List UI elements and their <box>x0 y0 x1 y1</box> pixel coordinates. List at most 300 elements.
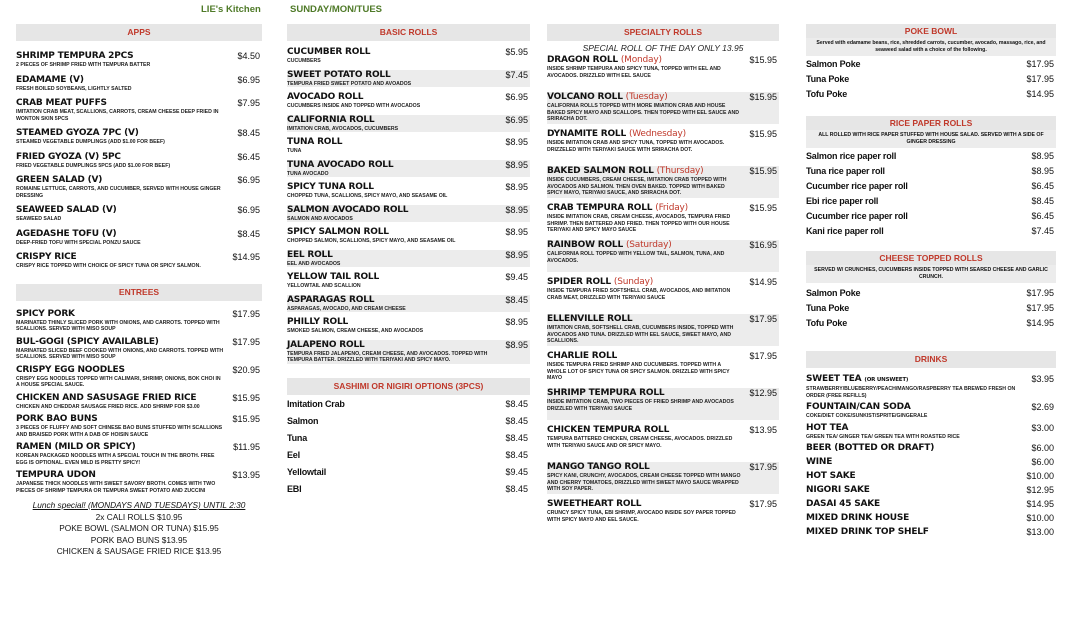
item-name-text: SWEETHEART ROLL <box>547 499 642 509</box>
item-name-text: YELLOW TAIL ROLL <box>287 272 379 282</box>
menu-item <box>806 402 1056 420</box>
item-name-text: FOUNTAIN/CAN SODA <box>806 402 911 412</box>
item-price: $8.45 <box>505 432 528 443</box>
item-name <box>16 252 224 263</box>
item-name <box>547 129 741 140</box>
item-name <box>16 393 224 404</box>
item-name-text: TEMPURA UDON <box>16 470 96 480</box>
menu-item <box>16 229 262 247</box>
menu-item <box>16 252 262 270</box>
item-name-text: Cucumber rice paper roll <box>806 181 908 191</box>
drinks-list <box>806 374 1056 538</box>
menu-item <box>806 303 1056 314</box>
basic-rolls-list <box>287 47 530 364</box>
item-day: (Sunday) <box>613 277 654 287</box>
item-name <box>547 277 741 288</box>
item-price: $15.95 <box>749 55 777 65</box>
ricepaper-desc: ALL ROLLED WITH RICE PAPER STUFFED WITH HOUSE SALAD. SERVED WITH A SIDE OF GINGER DRESSING <box>818 132 1044 145</box>
item-name <box>16 337 224 348</box>
ricepaper-section <box>806 116 1056 148</box>
item-desc: CHOPPED SALMON, SCALLIONS, SPICY MAYO, AND SEASAME OIL <box>287 238 456 244</box>
item-desc: EEL AND AVOCADOS <box>287 260 341 267</box>
item-name <box>806 471 1018 482</box>
item-name <box>806 318 1018 329</box>
item-name <box>806 74 1018 85</box>
item-name <box>806 485 1018 496</box>
menu-item <box>16 128 262 146</box>
sashimi-list <box>287 399 530 495</box>
item-name <box>806 423 1018 434</box>
item-name-text: Tuna Poke <box>806 303 850 313</box>
menu-item <box>547 277 779 309</box>
item-name <box>287 92 492 103</box>
item-name <box>806 443 1018 454</box>
item-price: $12.95 <box>749 388 777 398</box>
menu-item <box>806 471 1056 482</box>
item-name <box>287 47 492 58</box>
item-price: $2.69 <box>1031 402 1054 412</box>
item-price: $15.95 <box>749 129 777 139</box>
menu-item <box>806 288 1056 299</box>
cheese-section <box>806 251 1056 283</box>
item-name <box>287 182 492 193</box>
item-price: $11.95 <box>233 442 260 452</box>
item-name-text: MANGO TANGO ROLL <box>547 462 650 472</box>
item-price: $4.50 <box>237 51 260 61</box>
item-name <box>806 527 1018 538</box>
menu-item <box>287 70 530 88</box>
item-name-text: EEL ROLL <box>287 249 333 260</box>
item-name-text: Salmon <box>287 415 319 426</box>
item-name-text: HOT TEA <box>806 422 849 433</box>
menu-item <box>287 47 530 65</box>
menu-item <box>16 414 262 438</box>
item-price: $8.95 <box>505 317 528 327</box>
menu-item <box>287 182 530 200</box>
item-name-text: SHRIMP TEMPURA 2PCS <box>16 51 134 61</box>
item-price: $8.45 <box>505 449 528 460</box>
item-name <box>287 484 492 495</box>
item-price: $6.45 <box>1031 211 1054 221</box>
item-name-text: CHARLIE ROLL <box>547 351 618 361</box>
column-apps-entrees <box>16 24 262 558</box>
menu-item <box>287 137 530 155</box>
item-price: $15.95 <box>749 166 777 176</box>
item-price: $6.95 <box>505 92 528 102</box>
item-price: $17.95 <box>1026 303 1054 313</box>
specialty-list <box>547 55 779 531</box>
menu-item <box>806 374 1056 399</box>
item-price: $16.95 <box>749 240 777 250</box>
item-desc: SEAWEED SALAD <box>16 216 62 222</box>
item-desc: INSIDE CUCUMBERS, CREAM CHEESE, IMITATION CRAB TOPPED WITH AVOCADOS AND SALMON. THEN OVEN BAKED. TOPPED WITH BAKED SPICY MAYO, TERIYAKI SAUCE, AND SRIRACHA DOT. <box>547 177 727 196</box>
item-name <box>287 250 492 261</box>
item-name <box>16 75 224 86</box>
item-name-text: RAINBOW ROLL <box>547 240 623 250</box>
item-desc: JAPANESE THICK NOODLES WITH SWEET SAVORY BROTH. COMES WITH TWO PIECES OF SHRIMP TEMPURA OR TEMPURA SWEET POTATO AND ZUCCINI <box>16 481 216 494</box>
item-name <box>547 499 741 510</box>
menu-item <box>806 423 1056 441</box>
item-day: (Saturday) <box>625 240 672 250</box>
item-price: $9.45 <box>505 272 528 282</box>
column-poke-drinks <box>806 24 1056 541</box>
item-desc: COKE/DIET COKE/SUNKIST/SPRITE/GINGERALE <box>806 413 928 419</box>
item-name <box>16 470 224 481</box>
item-name-text: SWEET TEA <box>806 374 862 384</box>
item-name-text: CHICKEN TEMPURA ROLL <box>547 425 670 435</box>
item-day: (Wednesday) <box>628 129 686 139</box>
item-desc: INSIDE IMITATION CRAB, CREAM CHEESE, AVOCADOS, TEMPURA FRIED SHRIMP. THEN BATTERED AND FRIED. THEN TOPPED WITH OUR HOUSE TERIYAKI AND SPICY MAYO SAUCE <box>547 214 731 233</box>
item-name <box>547 240 741 251</box>
menu-item <box>547 425 779 457</box>
item-name <box>16 205 224 216</box>
menu-item <box>287 467 530 478</box>
item-name-text: Salmon rice paper roll <box>806 151 897 161</box>
item-name-text: BUL-GOGI (SPICY AVAILABLE) <box>16 336 159 347</box>
item-name <box>287 205 492 216</box>
item-price: $17.95 <box>232 336 260 347</box>
item-name-text: Cucumber rice paper roll <box>806 211 908 221</box>
menu-item <box>287 416 530 427</box>
item-price: $12.95 <box>1026 485 1054 495</box>
item-name <box>806 166 1018 177</box>
item-name <box>16 175 224 186</box>
item-name-text: Tofu Poke <box>806 318 848 328</box>
poke-list <box>806 59 1056 100</box>
menu-item <box>16 365 262 389</box>
item-name-text: PORK BAO BUNS <box>16 414 98 424</box>
menu-item <box>287 450 530 461</box>
menu-item <box>547 166 779 198</box>
item-price: $7.95 <box>237 98 260 108</box>
item-price: $13.95 <box>232 470 260 480</box>
item-name <box>806 499 1018 510</box>
item-name <box>287 416 492 427</box>
item-price: $17.95 <box>1026 59 1054 69</box>
item-name-text: Salmon Poke <box>806 59 861 69</box>
item-name <box>16 365 224 376</box>
poke-header: POKE BOWL <box>806 24 1056 38</box>
item-name <box>806 402 1018 413</box>
item-price: $7.45 <box>505 69 528 80</box>
item-name-text: CRAB MEAT PUFFS <box>16 98 107 108</box>
item-name-text: SPICY SALMON ROLL <box>287 227 389 237</box>
item-desc: CRUNCY SPICY TUNA, EBI SHRIMP, AVOCADO INSIDE SOY PAPER TOPPED WITH SPICY MAYO AND EEL SAUCE. <box>547 510 736 523</box>
item-name-text: EBI <box>287 483 302 494</box>
item-name-text: Eel <box>287 449 300 460</box>
item-price: $15.95 <box>232 414 260 424</box>
lunch-line: CHICKEN & SAUSAGE FRIED RICE $13.95 <box>56 546 222 556</box>
item-name <box>806 59 1018 70</box>
menu-item <box>806 89 1056 100</box>
menu-header <box>0 2 1080 18</box>
item-name-text: VOLCANO ROLL <box>547 92 623 102</box>
item-name-text: Tofu Poke <box>806 89 848 99</box>
item-name-text: SPICY TUNA ROLL <box>287 182 374 192</box>
item-name-text: CRISPY EGG NOODLES <box>16 364 125 375</box>
item-price: $8.45 <box>237 228 260 239</box>
menu-item <box>16 470 262 494</box>
item-price: $17.95 <box>232 308 260 319</box>
menu-item <box>287 250 530 268</box>
item-desc: FRIED VEGETABLE DUMPLINGS 5PCS (ADD $1.00 FOR BEEF) <box>16 162 171 169</box>
item-desc: YELLOWTAIL AND SCALLION <box>287 283 361 289</box>
item-name-text: Tuna <box>287 432 308 443</box>
item-name <box>806 288 1018 299</box>
item-price: $8.45 <box>505 294 528 305</box>
item-name <box>547 462 741 473</box>
lunch-line: POKE BOWL (SALMON OR TUNA) $15.95 <box>59 523 219 533</box>
menu-item <box>806 226 1056 237</box>
item-name <box>547 425 741 436</box>
item-name-text: GREEN SALAD (V) <box>16 175 103 185</box>
item-price: $8.45 <box>505 415 528 426</box>
item-price: $13.95 <box>749 425 777 435</box>
menu-item <box>287 484 530 495</box>
item-name <box>287 70 492 81</box>
item-name <box>806 513 1018 524</box>
item-name <box>806 151 1018 162</box>
menu-item <box>287 205 530 223</box>
item-name <box>806 374 1018 386</box>
kitchen-name: LIE's Kitchen <box>201 4 261 15</box>
item-desc: INSIDE IMITATION CRAB, TWO PIECES OF FRIED SHRIMP AND AVOCADOS DRIZZLED WITH TERIYAKI SAUCE <box>547 399 734 412</box>
item-name-text: NIGORI SAKE <box>806 485 870 495</box>
item-desc: IMITATION CRAB, AVOCADOS, CUCUMBERS <box>287 125 399 132</box>
item-name-text: BAKED SALMON ROLL <box>547 166 654 176</box>
item-desc: CUCUMBERS <box>287 58 321 64</box>
item-name <box>547 388 741 399</box>
item-name-text: Tuna Poke <box>806 74 850 84</box>
menu-item <box>806 443 1056 454</box>
item-price: $15.95 <box>749 203 777 213</box>
item-price: $6.45 <box>1031 181 1054 191</box>
item-name-text: Salmon Poke <box>806 288 861 298</box>
menu-item <box>806 74 1056 85</box>
entrees-list <box>16 309 262 495</box>
menu-item <box>547 92 779 124</box>
item-desc: TEMPURA FRIED SWEET POTATO AND AVOADOS <box>287 80 412 87</box>
item-name-text: ELLENVILLE ROLL <box>547 314 633 324</box>
item-name <box>806 211 1018 222</box>
item-price: $8.95 <box>505 227 528 237</box>
item-desc: INSIDE SHRIMP TEMPURA AND SPICY TUNA, TOPPED WITH EEL AND AVOCADOS. DRIZZLED WITH EEL SAUCE <box>547 66 721 79</box>
lunch-special <box>16 500 262 558</box>
cheese-header: CHEESE TOPPED ROLLS <box>806 251 1056 265</box>
item-price: $17.95 <box>1026 74 1054 84</box>
item-name <box>287 295 492 306</box>
item-name <box>287 317 492 328</box>
item-name <box>287 433 492 444</box>
item-price: $17.95 <box>749 314 777 324</box>
item-name-text: MIXED DRINK TOP SHELF <box>806 527 929 537</box>
menu-item <box>16 75 262 93</box>
menu-item <box>16 393 262 411</box>
menu-item <box>547 499 779 531</box>
menu-item <box>16 152 262 170</box>
item-price: $6.45 <box>237 151 260 162</box>
item-price: $8.45 <box>505 398 528 409</box>
menu-item <box>16 98 262 122</box>
item-name-text: FRIED GYOZA (V) 5PC <box>16 151 121 162</box>
item-name-text: HOT SAKE <box>806 471 856 481</box>
drinks-header: DRINKS <box>806 351 1056 368</box>
item-name <box>287 137 492 148</box>
menu-item <box>547 55 779 87</box>
item-name-text: MIXED DRINK HOUSE <box>806 513 910 523</box>
item-price: $14.95 <box>232 252 260 262</box>
item-desc: CHICKEN AND CHEDDAR SAUSAGE FRIED RICE. ADD SHRIMP FOR $3.00 <box>16 403 200 410</box>
item-desc: SPICY KANI, CRUNCHY, AVOCADOS, CREAM CHEESE TOPPED WITH MANGO AND CHERRY TOMATOES, DRIZZLED WITH SWEET MAYO SAUCE WRAPPED WITH SOY PAPER. <box>547 473 741 492</box>
lunch-line: 2x CALI ROLLS $10.95 <box>95 511 183 522</box>
item-name <box>547 314 741 325</box>
item-price: $14.95 <box>1026 499 1054 509</box>
item-name-text: SEAWEED SALAD (V) <box>16 205 117 215</box>
menu-item <box>287 227 530 245</box>
item-price: $6.95 <box>237 205 260 215</box>
item-desc: STEAMED VEGETABLE DUMPLINGS (ADD $1.00 FOR BEEF) <box>16 139 165 145</box>
menu-item <box>806 211 1056 222</box>
menu-item <box>547 314 779 346</box>
cheese-desc: SERVED W/ CRUNCHIES, CUCUMBERS INSIDE TOPPED WITH SEARED CHEESE AND GARLIC CRUNCH. <box>814 267 1048 280</box>
poke-desc: Served with edamame beans, rice, shredded carrots, cucumber, avocado, massago, rice, and seaweed salad with a choice of the following. <box>816 40 1046 53</box>
item-name-text: EDAMAME (V) <box>16 74 84 85</box>
item-name <box>16 229 224 240</box>
item-desc: CHOPPED TUNA, SCALLIONS, SPICY MAYO, AND SEASAME OIL <box>287 193 448 199</box>
item-name-text: DRAGON ROLL <box>547 55 618 65</box>
item-name <box>16 51 224 62</box>
item-price: $8.95 <box>1031 151 1054 161</box>
menu-item <box>16 205 262 223</box>
item-name-text: SHRIMP TEMPURA ROLL <box>547 388 665 398</box>
item-name <box>547 203 741 214</box>
item-name-text: Tuna rice paper roll <box>806 166 885 176</box>
item-desc: TUNA <box>287 148 302 154</box>
menu-item <box>287 115 530 133</box>
item-price: $17.95 <box>749 462 777 472</box>
item-desc: TEMPURA BATTERED CHICKEN, CREAM CHEESE, AVOCADOS. DRIZZLED WITH TERIYAKI SAUCE AND OR SPICY MAYO. <box>547 436 733 449</box>
menu-item <box>287 272 530 290</box>
item-price: $8.95 <box>505 137 528 147</box>
item-desc: IMITATION CRAB MEAT, SCALLIONS, CARROTS, CREAM CHEESE DEEP FRIED IN WONTON SKIN 5PCS <box>16 109 219 122</box>
item-price: $13.00 <box>1026 527 1054 537</box>
menu-item <box>806 151 1056 162</box>
menu-item <box>287 317 530 335</box>
item-name <box>287 227 492 238</box>
item-day: (Friday) <box>655 203 688 213</box>
item-name <box>287 450 492 461</box>
item-name-text: ASPARAGAS ROLL <box>287 294 375 305</box>
menu-item <box>16 309 262 333</box>
menu-item <box>547 351 779 383</box>
item-name-text: SPICY PORK <box>16 308 75 319</box>
item-name-text: DASAI 45 SAKE <box>806 499 880 509</box>
menu-item <box>547 129 779 161</box>
item-name-text: CUCUMBER ROLL <box>287 47 371 57</box>
menu-item <box>547 388 779 420</box>
item-name-text: BEER (BOTTED OR DRAFT) <box>806 443 935 453</box>
item-price: $8.95 <box>505 182 528 192</box>
item-desc: INSIDE IMITATION CRAB AND SPICY TUNA, TOPPED WITH AVOCADOS. DRIZZELED WITH TERIYAKI SAUCE WITH SRIRACHA DOT. <box>547 140 725 153</box>
menu-item <box>547 240 779 272</box>
menu-item <box>806 527 1056 538</box>
specialty-subtitle: SPECIAL ROLL OF THE DAY ONLY 13.95 <box>582 43 744 53</box>
item-price: $3.95 <box>1031 374 1054 384</box>
item-name <box>287 160 492 171</box>
item-name <box>806 226 1018 237</box>
item-desc: SMOKED SALMON, CREAM CHEESE, AND AVOCADOS <box>287 328 424 334</box>
item-name-text: SALMON AVOCADO ROLL <box>287 204 409 215</box>
menu-item <box>287 295 530 313</box>
item-name-text: PHILLY ROLL <box>287 317 349 327</box>
item-name-text: Kani rice paper roll <box>806 226 884 236</box>
item-desc: STRAWBERRY/BLUEBERRY/PEACH/MANGO/RASPBERRY TEA BREWED FRESH ON ORDER (FREE REFILLS) <box>806 386 1016 399</box>
menu-item <box>806 196 1056 207</box>
item-price: $14.95 <box>749 277 777 287</box>
item-price: $14.95 <box>1026 89 1054 99</box>
item-note: (OR UNSWEET) <box>864 377 909 383</box>
item-desc: CRISPY EGG NOODLES TOPPED WITH CALIMARI, SHRIMP, ONIONS, BOK CHOI IN A HOUSE SPECIAL SAUCE. <box>16 375 221 388</box>
item-price: $3.00 <box>1031 422 1054 433</box>
item-desc: ROMAINE LETTUCE, CARROTS, AND CUCUMBER, SERVED WITH HOUSE GINGER DRESSING <box>16 186 221 199</box>
item-price: $8.95 <box>1031 166 1054 176</box>
item-desc: FRESH BOILED SOYBEANS, LIGHTLY SALTED <box>16 85 132 92</box>
item-desc: CALIFORNIA ROLLS TOPPED WITH MORE IMIATION CRAB AND HOUSE BAKED SPICY MAYO AND SCALLOPS. THEN TOPPED WITH EEL SAUCE AND SRIRACHA DOT. <box>547 103 739 122</box>
menu-item <box>806 166 1056 177</box>
item-price: $17.95 <box>749 351 777 361</box>
item-name-text: AGEDASHE TOFU (V) <box>16 228 117 239</box>
item-price: $20.95 <box>232 364 260 375</box>
item-name-text: RAMEN (MILD OR SPICY) <box>16 442 136 452</box>
item-name <box>547 55 741 66</box>
item-name <box>287 272 492 283</box>
item-desc: INSIDE TEMPURA FRIED SHRIMP AND CUCUMBERS. TOPPED WITH A WHOLE LOT OF SPICY TUNA OR SPICY SALMON. DRIZZLED WITH SPICY MAYO <box>547 362 730 381</box>
item-name <box>16 128 224 139</box>
menu-item <box>16 175 262 199</box>
item-desc: CRISPY RICE TOPPED WITH CHOICE OF SPICY TUNA OR SPICY SALMON. <box>16 263 201 269</box>
item-price: $6.95 <box>505 114 528 125</box>
item-name <box>16 309 224 320</box>
item-name <box>806 457 1018 468</box>
item-price: $17.95 <box>1026 288 1054 298</box>
item-name-text: CRISPY RICE <box>16 252 77 262</box>
item-name <box>547 166 741 177</box>
item-price: $8.45 <box>505 483 528 494</box>
item-price: $8.95 <box>505 339 528 350</box>
days-label: SUNDAY/MON/TUES <box>290 4 383 15</box>
item-desc: DEEP-FRIED TOFU WITH SPECIAL PONZU SAUCE <box>16 239 141 246</box>
item-desc: MARINATED THINLY SLICED PORK WITH ONIONS, AND CARROTS. TOPPED WITH SCALLIONS. SERVED WITH MISO SOUP <box>16 319 220 332</box>
item-name <box>16 152 224 163</box>
item-desc: TEMPURA FRIED JALAPENO, CREAM CHEESE, AND AVOCADOS. TOPPED WITH TEMPURA BATTER. DRIZZLED WITH TERIYAKI AND SPICY MAYO. <box>287 350 488 363</box>
item-price: $17.95 <box>749 499 777 509</box>
specialty-header: SPECIALTY ROLLS <box>547 24 779 41</box>
item-name-text: CALIFORNIA ROLL <box>287 114 375 125</box>
cheese-list <box>806 288 1056 329</box>
item-desc: KOREAN PACKAGED NOODLES WITH A SPECIAL TOUCH IN THE BROTH. FREE EGG IS OPTIONAL. EVEN MILD IS PRETTY SPICY! <box>16 453 215 466</box>
item-name <box>287 399 492 410</box>
item-name-text: SPIDER ROLL <box>547 277 611 287</box>
menu-item <box>287 92 530 110</box>
menu-item <box>806 59 1056 70</box>
item-name-text: AVOCADO ROLL <box>287 92 364 102</box>
item-price: $8.95 <box>505 204 528 215</box>
item-desc: 2 PIECES OF SHRIMP FRIED WITH TEMPURA BATTER <box>16 62 151 68</box>
item-price: $8.95 <box>505 159 528 170</box>
item-name <box>287 467 492 478</box>
menu-item <box>806 181 1056 192</box>
item-name <box>287 115 492 126</box>
